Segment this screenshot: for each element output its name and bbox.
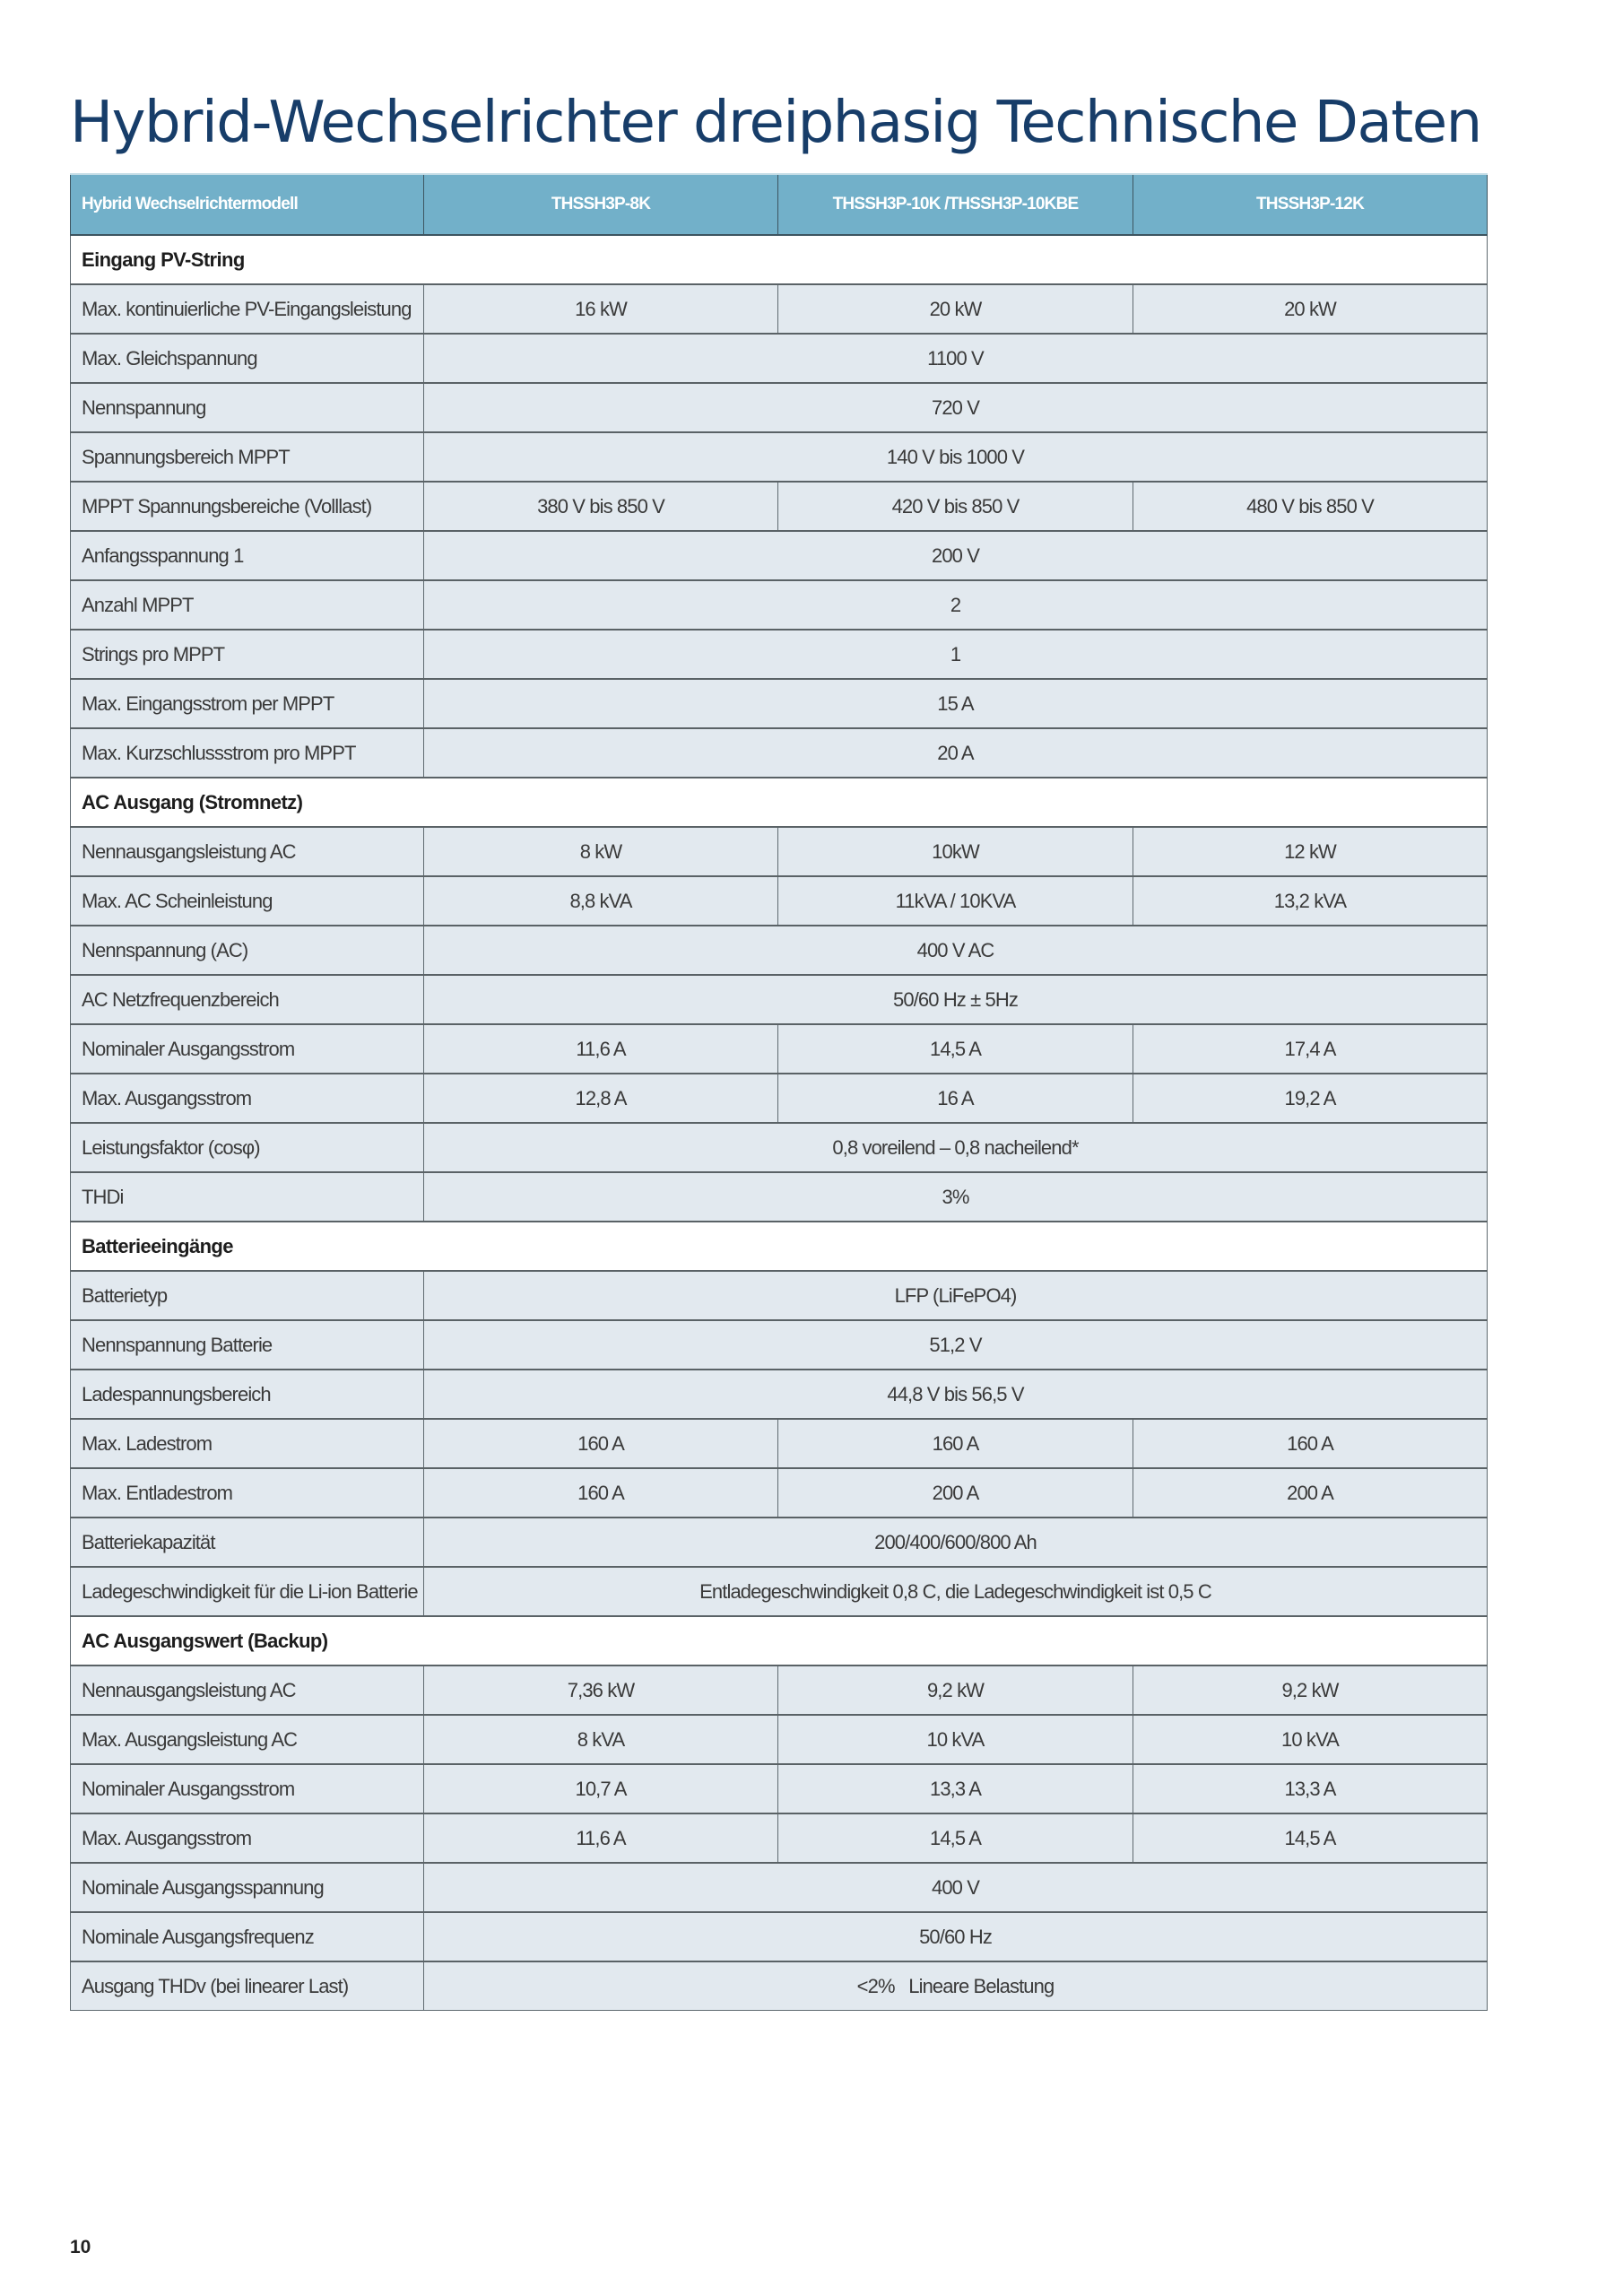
row-value: 13,2 kVA (1133, 876, 1488, 926)
row-value-merged: 1 (424, 630, 1488, 679)
table-row (71, 1567, 1488, 1616)
table-row (71, 1665, 1488, 1715)
row-value: 16 kW (424, 284, 778, 334)
row-value: 200 A (1133, 1468, 1488, 1518)
row-value: 14,5 A (778, 1024, 1133, 1074)
row-label: Batteriekapazität (71, 1518, 424, 1567)
row-label: Nominale Ausgangsspannung (71, 1863, 424, 1912)
row-value: 13,3 A (1133, 1764, 1488, 1813)
row-value: 10,7 A (424, 1764, 778, 1813)
table-row (71, 630, 1488, 679)
table-row (71, 1271, 1488, 1320)
row-value-merged: <2% Lineare Belastung (424, 1961, 1488, 2011)
page-title: Hybrid-Wechselrichter dreiphasig Technische Daten (70, 89, 1481, 156)
row-value: 9,2 kW (778, 1665, 1133, 1715)
row-value: 12 kW (1133, 827, 1488, 876)
row-value-merged: 140 V bis 1000 V (424, 432, 1488, 482)
row-label: Max. Ladestrom (71, 1419, 424, 1468)
row-label: Ausgang THDv (bei linearer Last) (71, 1961, 424, 2011)
section-title: Eingang PV-String (71, 235, 1488, 284)
row-label: Nennspannung (71, 383, 424, 432)
table-row (71, 1123, 1488, 1172)
row-value: 160 A (424, 1419, 778, 1468)
row-value-merged: 15 A (424, 679, 1488, 728)
row-label: Max. Eingangsstrom per MPPT (71, 679, 424, 728)
row-value: 11,6 A (424, 1813, 778, 1863)
row-label: Anzahl MPPT (71, 580, 424, 630)
table-row (71, 1320, 1488, 1370)
row-label: Max. AC Scheinleistung (71, 876, 424, 926)
row-label: Nominale Ausgangsfrequenz (71, 1912, 424, 1961)
row-value-merged: 720 V (424, 383, 1488, 432)
table-row (71, 876, 1488, 926)
technical-data-table (70, 173, 1488, 2011)
row-value: 13,3 A (778, 1764, 1133, 1813)
row-value: 160 A (1133, 1419, 1488, 1468)
table-row (71, 1764, 1488, 1813)
table-row (71, 284, 1488, 334)
table-row (71, 1715, 1488, 1764)
row-value-merged: 400 V (424, 1863, 1488, 1912)
table-header (71, 174, 1488, 235)
table-row (71, 1813, 1488, 1863)
row-label: Ladespannungsbereich (71, 1370, 424, 1419)
row-value: 8 kW (424, 827, 778, 876)
section-title: Batterieeingänge (71, 1222, 1488, 1271)
row-value: 19,2 A (1133, 1074, 1488, 1123)
header-row (71, 174, 1488, 235)
row-label: Strings pro MPPT (71, 630, 424, 679)
table-row (71, 827, 1488, 876)
table-row (71, 383, 1488, 432)
row-label: Nennausgangsleistung AC (71, 1665, 424, 1715)
header-model-12k: THSSH3P-12K (1133, 174, 1488, 235)
row-label: Nominaler Ausgangsstrom (71, 1024, 424, 1074)
row-label: Nennspannung Batterie (71, 1320, 424, 1370)
row-label: Anfangsspannung 1 (71, 531, 424, 580)
table-row (71, 1419, 1488, 1468)
row-value-merged: 200/400/600/800 Ah (424, 1518, 1488, 1567)
row-value: 380 V bis 850 V (424, 482, 778, 531)
row-value: 12,8 A (424, 1074, 778, 1123)
row-value: 160 A (778, 1419, 1133, 1468)
row-value: 14,5 A (1133, 1813, 1488, 1863)
table-row (71, 531, 1488, 580)
row-value-merged: 50/60 Hz (424, 1912, 1488, 1961)
row-value: 8 kVA (424, 1715, 778, 1764)
row-value: 17,4 A (1133, 1024, 1488, 1074)
row-value: 11kVA / 10KVA (778, 876, 1133, 926)
row-label: Max. Kurzschlussstrom pro MPPT (71, 728, 424, 778)
table-row (71, 1518, 1488, 1567)
row-value-merged: 0,8 voreilend – 0,8 nacheilend* (424, 1123, 1488, 1172)
table-row (71, 1172, 1488, 1222)
row-value: 200 A (778, 1468, 1133, 1518)
row-value-merged: LFP (LiFePO4) (424, 1271, 1488, 1320)
row-value: 14,5 A (778, 1813, 1133, 1863)
section-title: AC Ausgang (Stromnetz) (71, 778, 1488, 827)
header-model-10k: THSSH3P-10K /THSSH3P-10KBE (778, 174, 1133, 235)
row-value-merged: 3% (424, 1172, 1488, 1222)
table-row (71, 679, 1488, 728)
table-row (71, 1912, 1488, 1961)
row-label: Nominaler Ausgangsstrom (71, 1764, 424, 1813)
table-row (71, 926, 1488, 975)
row-value-merged: 50/60 Hz ± 5Hz (424, 975, 1488, 1024)
row-value: 160 A (424, 1468, 778, 1518)
row-value-merged: 20 A (424, 728, 1488, 778)
table-row (71, 1961, 1488, 2011)
page-number: 10 (70, 2237, 91, 2257)
row-value-merged: Entladegeschwindigkeit 0,8 C, die Ladegeschwindigkeit ist 0,5 C (424, 1567, 1488, 1616)
row-label: THDi (71, 1172, 424, 1222)
row-value-merged: 400 V AC (424, 926, 1488, 975)
row-value: 16 A (778, 1074, 1133, 1123)
row-value: 420 V bis 850 V (778, 482, 1133, 531)
table-row (71, 728, 1488, 778)
row-label: Max. Entladestrom (71, 1468, 424, 1518)
row-value-merged: 44,8 V bis 56,5 V (424, 1370, 1488, 1419)
table-row (71, 1024, 1488, 1074)
table-row (71, 482, 1488, 531)
table-row (71, 1468, 1488, 1518)
row-label: AC Netzfrequenzbereich (71, 975, 424, 1024)
row-label: Max. Gleichspannung (71, 334, 424, 383)
row-label: Ladegeschwindigkeit für die Li-ion Batterie (71, 1567, 424, 1616)
row-label: Nennspannung (AC) (71, 926, 424, 975)
table-row (71, 334, 1488, 383)
row-value: 10 kVA (778, 1715, 1133, 1764)
table-body (71, 235, 1488, 2011)
row-value-merged: 51,2 V (424, 1320, 1488, 1370)
row-value: 9,2 kW (1133, 1665, 1488, 1715)
row-value: 10kW (778, 827, 1133, 876)
section-row (71, 778, 1488, 827)
row-label: Spannungsbereich MPPT (71, 432, 424, 482)
section-row (71, 1222, 1488, 1271)
row-value-merged: 2 (424, 580, 1488, 630)
header-model-8k: THSSH3P-8K (424, 174, 778, 235)
row-label: Max. Ausgangsstrom (71, 1813, 424, 1863)
row-value-merged: 1100 V (424, 334, 1488, 383)
table-row (71, 1370, 1488, 1419)
section-row (71, 1616, 1488, 1665)
row-value: 20 kW (1133, 284, 1488, 334)
row-value: 480 V bis 850 V (1133, 482, 1488, 531)
table-row (71, 580, 1488, 630)
row-label: Max. Ausgangsstrom (71, 1074, 424, 1123)
row-label: Leistungsfaktor (cosφ) (71, 1123, 424, 1172)
table-row (71, 1863, 1488, 1912)
row-value: 11,6 A (424, 1024, 778, 1074)
table-row (71, 432, 1488, 482)
header-model-label: Hybrid Wechselrichtermodell (71, 174, 424, 235)
table-row (71, 1074, 1488, 1123)
row-label: Nennausgangsleistung AC (71, 827, 424, 876)
table-row (71, 975, 1488, 1024)
row-label: MPPT Spannungsbereiche (Volllast) (71, 482, 424, 531)
row-label: Max. Ausgangsleistung AC (71, 1715, 424, 1764)
row-value-merged: 200 V (424, 531, 1488, 580)
section-title: AC Ausgangswert (Backup) (71, 1616, 1488, 1665)
row-label: Max. kontinuierliche PV-Eingangsleistung (71, 284, 424, 334)
section-row (71, 235, 1488, 284)
row-value: 7,36 kW (424, 1665, 778, 1715)
row-value: 8,8 kVA (424, 876, 778, 926)
row-label: Batterietyp (71, 1271, 424, 1320)
row-value: 20 kW (778, 284, 1133, 334)
row-value: 10 kVA (1133, 1715, 1488, 1764)
